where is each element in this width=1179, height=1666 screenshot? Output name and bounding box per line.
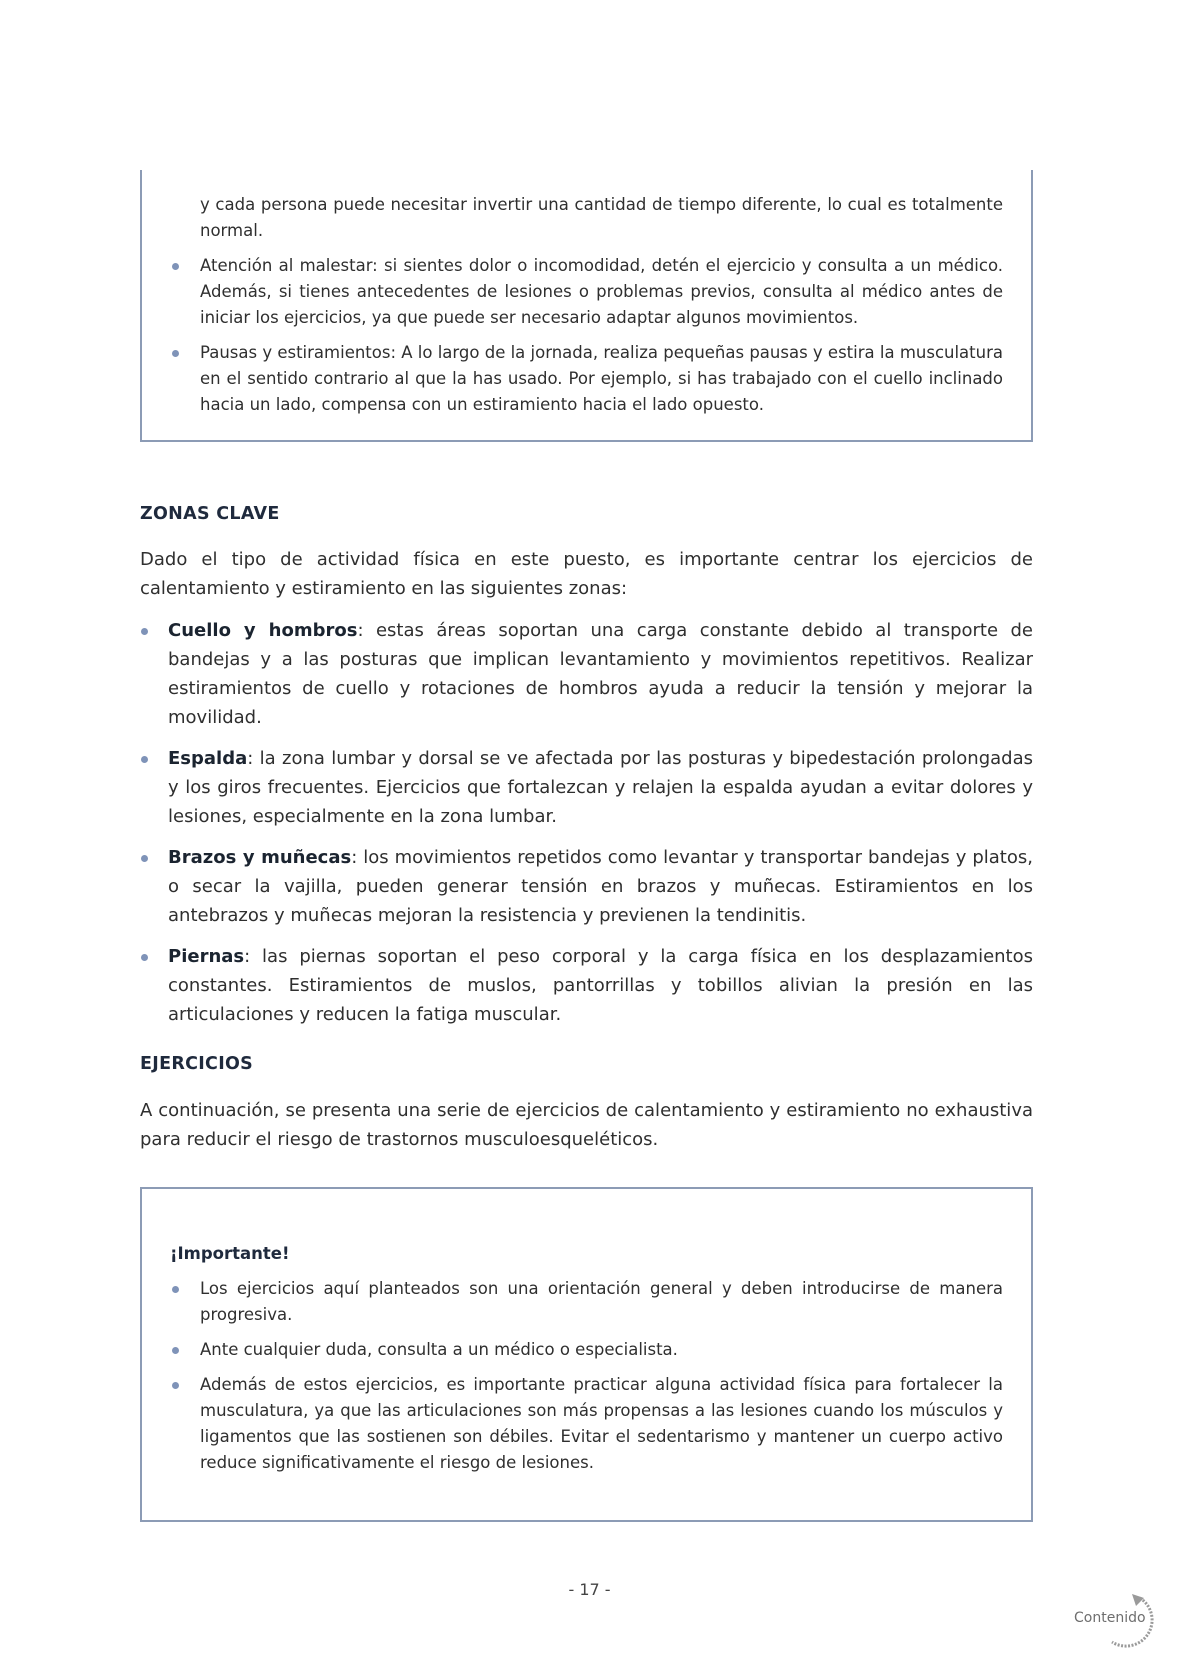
importante-list <box>170 1276 1003 1476</box>
importante-box <box>140 1187 1033 1522</box>
list-item: Brazos y muñecas: los movimientos repetidos como levantar y transportar bandejas y platos, o secar la vajilla, pueden generar tensión en brazos y muñecas. Estiramientos en los antebrazos y muñecas mejoran la resistencia y previenen la tendinitis. <box>140 843 1033 930</box>
bullet-icon <box>172 1286 179 1293</box>
zonas-intro: Dado el tipo de actividad física en este puesto, es importante centrar los ejercicios de calentamiento y estiramiento en las siguientes zonas: <box>140 549 1033 599</box>
page-number: - 17 - <box>568 1580 611 1599</box>
zone-term: Espalda <box>168 748 248 769</box>
list-item: Pausas y estiramientos: A lo largo de la jornada, realiza pequeñas pausas y estira la musculatura en el sentido contrario al que la has usado. Por ejemplo, si has trabajado con el cuello inclinado hacia un lado, compensa con un estiramiento hacia el lado opuesto. <box>170 340 1003 418</box>
bullet-icon <box>172 1382 179 1389</box>
list-item: Los ejercicios aquí planteados son una orientación general y deben introducirse de manera progresiva. <box>170 1276 1003 1328</box>
zonas-list <box>140 616 1033 1041</box>
zone-term: Piernas <box>168 946 245 967</box>
list-item: Cuello y hombros: estas áreas soportan una carga constante debido al transporte de bandejas y a las posturas que implican levantamiento y movimientos repetitivos. Realizar estiramientos de cuello y rotaciones de hombros ayuda a reducir la tensión y mejorar la movilidad. <box>140 616 1033 732</box>
bullet-icon <box>141 855 148 862</box>
contenido-label: Contenido <box>1074 1610 1146 1626</box>
list-item: Espalda: la zona lumbar y dorsal se ve afectada por las posturas y bipedestación prolongadas y los giros frecuentes. Ejercicios que fortalezcan y relajen la espalda ayudan a evitar dolores y lesiones, especialmente en la zona lumbar. <box>140 744 1033 831</box>
ejercicios-heading: EJERCICIOS <box>140 1054 254 1074</box>
bullet-icon <box>172 263 179 270</box>
zone-term: Cuello y hombros <box>168 620 358 641</box>
bullet-icon <box>141 628 148 635</box>
bullet-icon <box>141 954 148 961</box>
bullet-icon <box>172 350 179 357</box>
notes-box-continued <box>140 170 1033 442</box>
zone-term: Brazos y muñecas <box>168 847 352 868</box>
list-item: Ante cualquier duda, consulta a un médico o especialista. <box>170 1337 1003 1363</box>
bullet-icon <box>141 756 148 763</box>
continuation-text: y cada persona puede necesitar invertir una cantidad de tiempo diferente, lo cual es totalmente normal. <box>200 195 1003 240</box>
importante-title: ¡Importante! <box>170 1244 290 1263</box>
list-item: Piernas: las piernas soportan el peso corporal y la carga física en los desplazamientos constantes. Estiramientos de muslos, pantorrillas y tobillos alivian la presión en las articulaciones y reducen la fatiga muscular. <box>140 942 1033 1029</box>
contenido-link[interactable] <box>1068 1590 1164 1650</box>
ejercicios-intro: A continuación, se presenta una serie de ejercicios de calentamiento y estiramiento no exhaustiva para reducir el riesgo de trastornos musculoesqueléticos. <box>140 1100 1033 1150</box>
notes-list <box>170 253 1003 418</box>
zonas-clave-heading: ZONAS CLAVE <box>140 504 280 524</box>
list-item: Además de estos ejercicios, es importante practicar alguna actividad física para fortalecer la musculatura, ya que las articulaciones son más propensas a las lesiones cuando los músculos y ligamentos que las sostienen son débiles. Evitar el sedentarismo y mantener un cuerpo activo reduce significativamente el riesgo de lesiones. <box>170 1372 1003 1476</box>
bullet-icon <box>172 1347 179 1354</box>
list-item: Atención al malestar: si sientes dolor o incomodidad, detén el ejercicio y consulta a un médico. Además, si tienes antecedentes de lesiones o problemas previos, consulta al médico antes de iniciar los ejercicios, ya que puede ser necesario adaptar algunos movimientos. <box>170 253 1003 331</box>
